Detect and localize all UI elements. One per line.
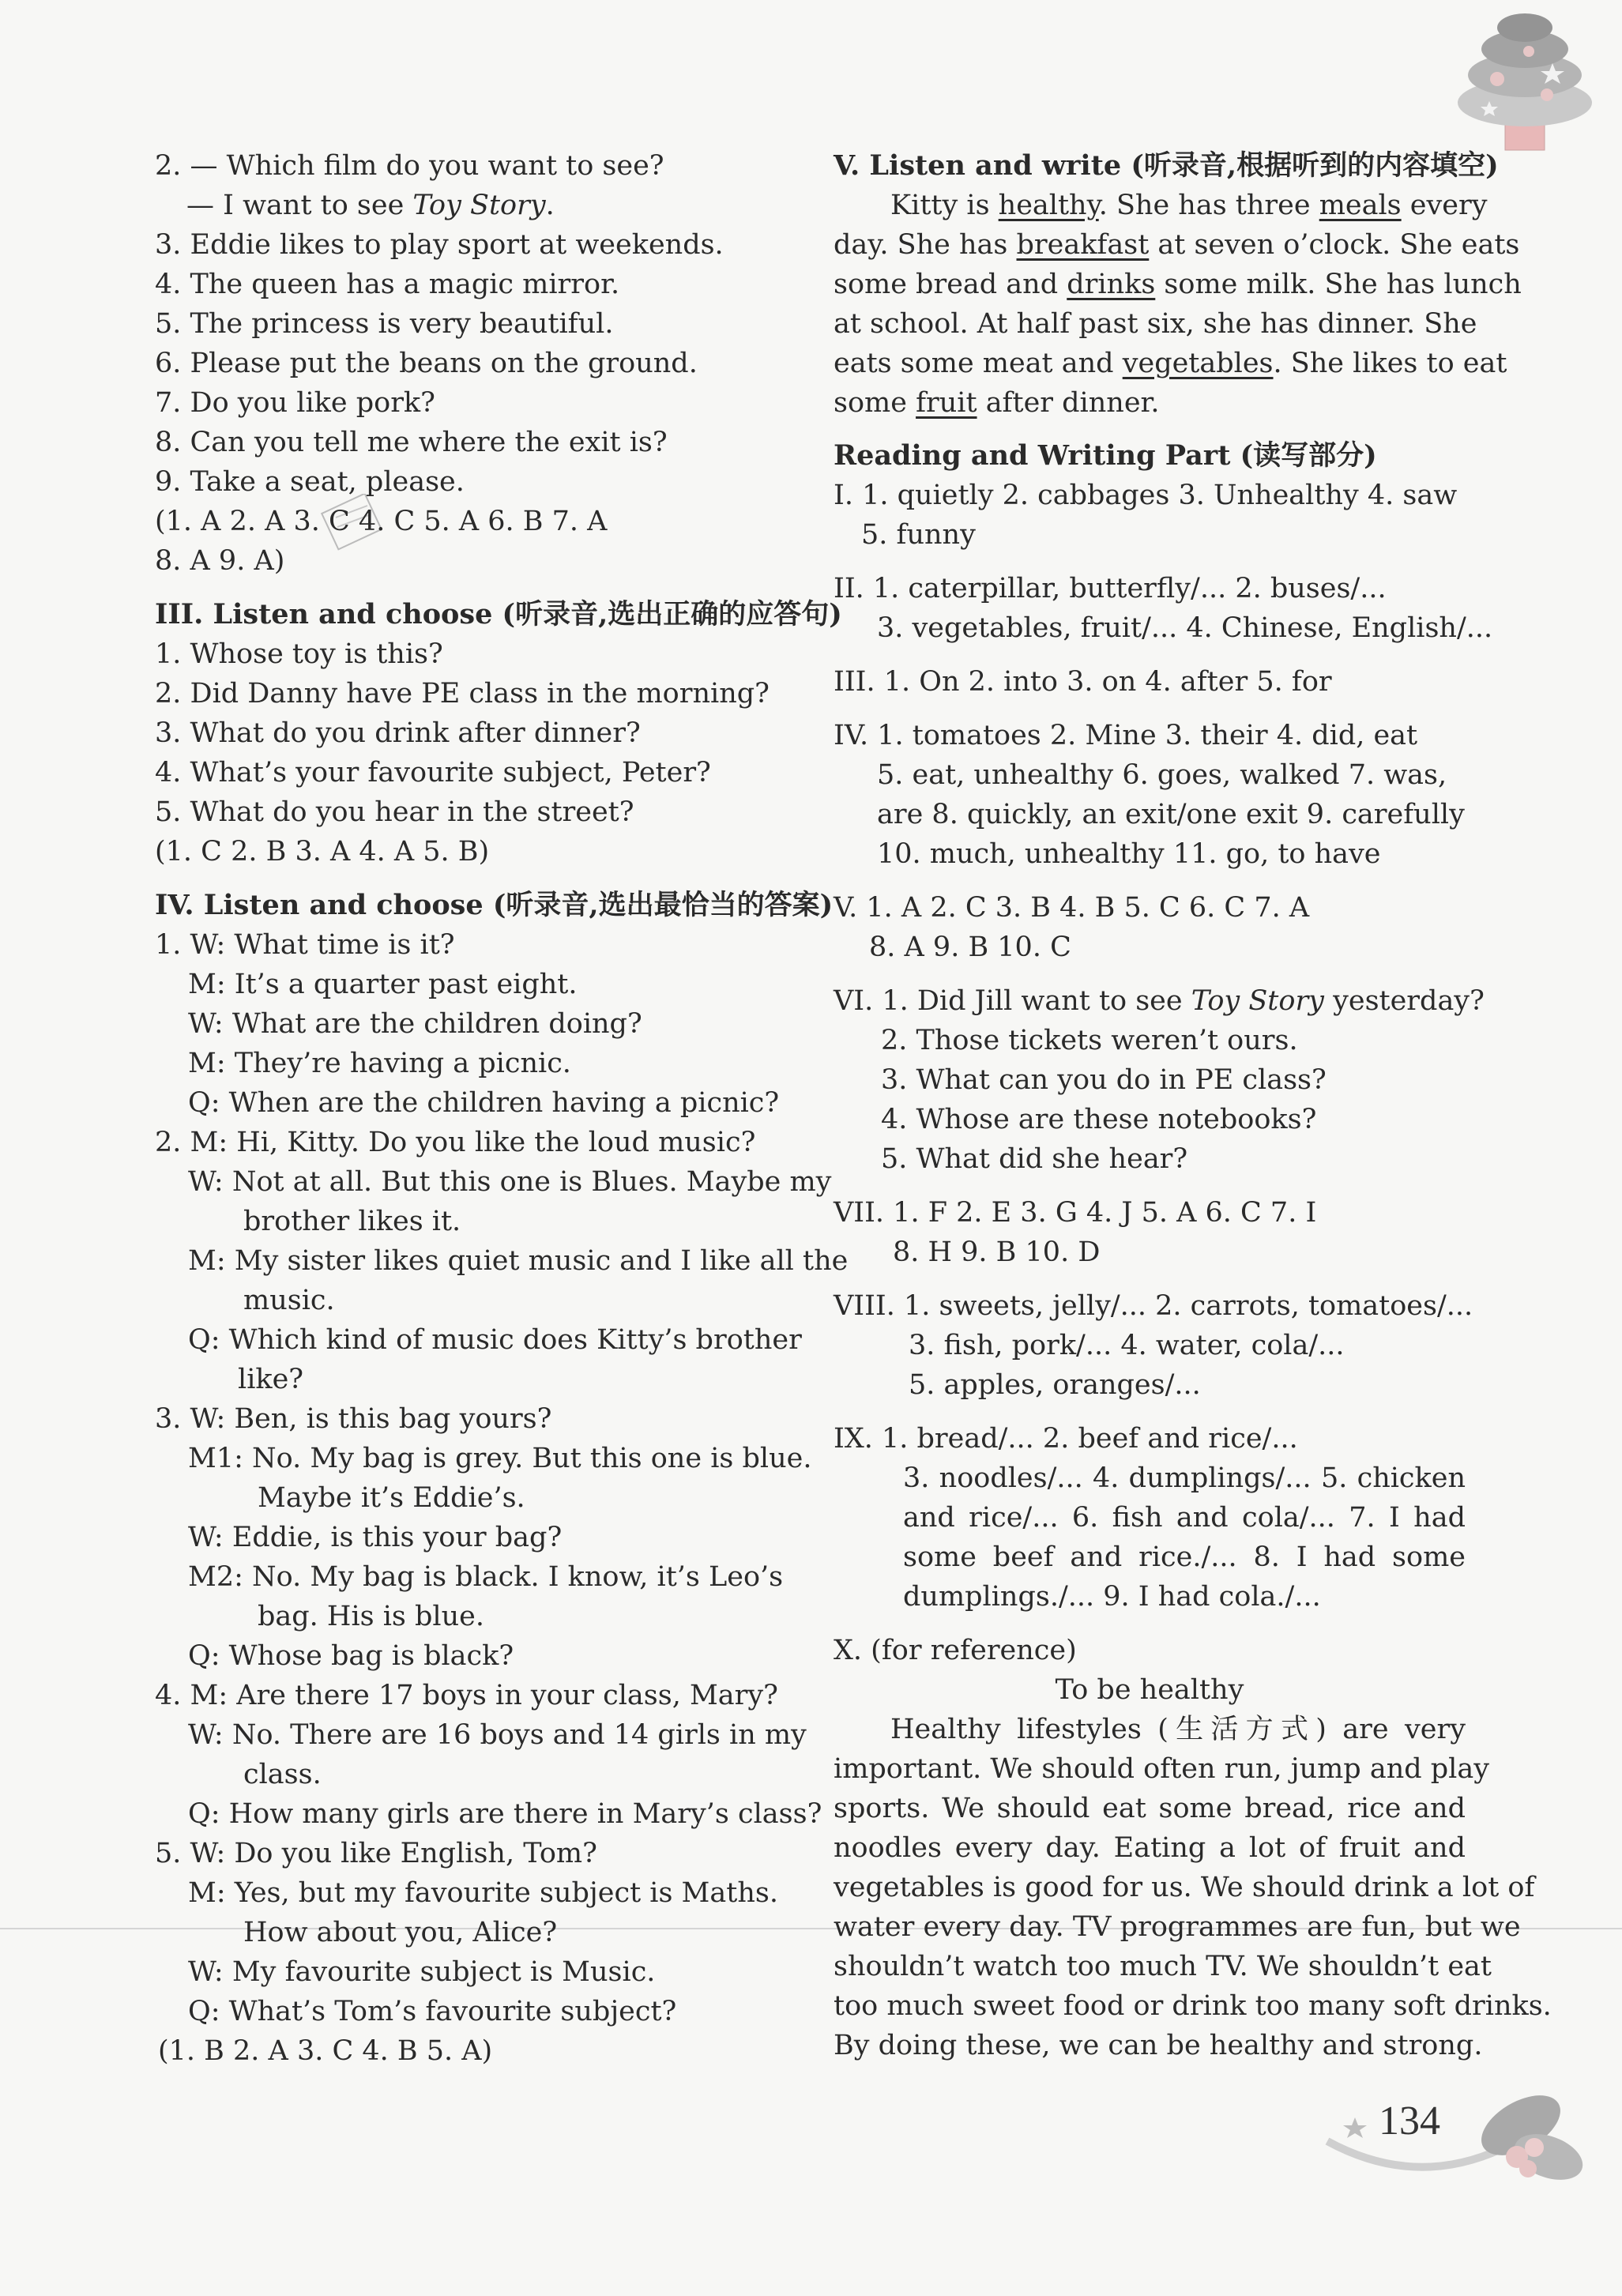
blank-answer: drinks bbox=[1067, 269, 1156, 300]
dialogue-line: 1. W: What time is it? bbox=[155, 929, 455, 961]
answer-line: VI. 1. Did Jill want to see Toy Story yesterday? bbox=[834, 985, 1485, 1017]
transcript-line: 9. Take a seat, please. bbox=[155, 466, 465, 498]
dialogue-line: Q: When are the children having a picnic? bbox=[188, 1087, 780, 1119]
answer-line: 10. much, unhealthy 11. go, to have bbox=[877, 838, 1381, 870]
essay-line: Healthy lifestyles (生活方式) are very bbox=[890, 1714, 1466, 1745]
section-heading: V. Listen and write (听录音,根据听到的内容填空) bbox=[834, 149, 1499, 182]
answer-line: 5. apples, oranges/... bbox=[909, 1369, 1201, 1401]
fill-blank-line: Kitty is healthy. She has three meals every bbox=[890, 190, 1488, 221]
transcript-line: 2. Did Danny have PE class in the morning? bbox=[155, 678, 770, 710]
answer-line: II. 1. caterpillar, butterfly/... 2. buses/... bbox=[834, 573, 1387, 604]
answer-line: 8. H 9. B 10. D bbox=[893, 1236, 1101, 1268]
blank-answer: breakfast bbox=[1016, 229, 1150, 261]
answer-line: 5. eat, unhealthy 6. goes, walked 7. was, bbox=[877, 759, 1447, 791]
essay-line: vegetables is good for us. We should drink a lot of bbox=[834, 1872, 1535, 1903]
blank-answer: vegetables bbox=[1122, 348, 1274, 379]
answer-line: 5. funny bbox=[861, 519, 976, 551]
essay-line: water every day. TV programmes are fun, but we bbox=[834, 1911, 1521, 1943]
answer-line: 4. Whose are these notebooks? bbox=[881, 1104, 1317, 1135]
answer-line: 3. noodles/... 4. dumplings/... 5. chicken bbox=[903, 1462, 1466, 1494]
answer-line: 3. What can you do in PE class? bbox=[881, 1064, 1327, 1096]
essay-title: To be healthy bbox=[1055, 1674, 1244, 1706]
dialogue-line: 4. M: Are there 17 boys in your class, Mary? bbox=[155, 1680, 778, 1711]
dialogue-line: Maybe it’s Eddie’s. bbox=[258, 1482, 525, 1514]
answer-line: IV. 1. tomatoes 2. Mine 3. their 4. did, eat bbox=[834, 720, 1418, 751]
dialogue-line: M1: No. My bag is grey. But this one is blue. bbox=[188, 1443, 812, 1474]
transcript-line: 8. Can you tell me where the exit is? bbox=[155, 427, 668, 458]
dialogue-line: M: Yes, but my favourite subject is Maths. bbox=[188, 1877, 778, 1909]
transcript-line: 1. Whose toy is this? bbox=[155, 638, 443, 670]
dialogue-line: Q: Whose bag is black? bbox=[188, 1640, 514, 1672]
answer-line: 8. A 9. B 10. C bbox=[869, 932, 1071, 963]
dialogue-line: W: No. There are 16 boys and 14 girls in my bbox=[188, 1719, 807, 1751]
essay-line: important. We should often run, jump and play bbox=[834, 1753, 1490, 1785]
fill-blank-line: day. She has breakfast at seven o’clock. She eats bbox=[834, 229, 1520, 261]
blank-answer: meals bbox=[1319, 190, 1402, 221]
fill-blank-line: some bread and drinks some milk. She has lunch bbox=[834, 269, 1522, 300]
dialogue-line: bag. His is blue. bbox=[258, 1601, 484, 1632]
answer-line: 8. A 9. A) bbox=[155, 545, 285, 577]
fill-blank-line: some fruit after dinner. bbox=[834, 387, 1160, 419]
blank-answer: healthy bbox=[998, 190, 1099, 221]
dialogue-line: Q: What’s Tom’s favourite subject? bbox=[188, 1996, 677, 2027]
essay-line: too much sweet food or drink too many soft drinks. bbox=[834, 1990, 1552, 2022]
answer-line: V. 1. A 2. C 3. B 4. B 5. C 6. C 7. A bbox=[834, 892, 1310, 924]
answer-line: (1. C 2. B 3. A 4. A 5. B) bbox=[155, 836, 490, 868]
answer-line: 5. What did she hear? bbox=[881, 1143, 1188, 1175]
essay-line: shouldn’t watch too much TV. We shouldn’t eat bbox=[834, 1951, 1492, 1982]
essay-line: By doing these, we can be healthy and strong. bbox=[834, 2030, 1483, 2061]
transcript-line: 5. The princess is very beautiful. bbox=[155, 308, 614, 340]
transcript-line: 7. Do you like pork? bbox=[155, 387, 435, 419]
essay-line: noodles every day. Eating a lot of fruit and bbox=[834, 1832, 1466, 1864]
answer-line: are 8. quickly, an exit/one exit 9. carefully bbox=[877, 799, 1465, 830]
answer-line: and rice/... 6. fish and cola/... 7. I had bbox=[903, 1502, 1466, 1534]
answer-line: dumplings./... 9. I had cola./... bbox=[903, 1581, 1321, 1613]
transcript-line: 3. Eddie likes to play sport at weekends. bbox=[155, 229, 724, 261]
transcript-line: 2. — Which film do you want to see? bbox=[155, 150, 664, 182]
answer-line: some beef and rice./... 8. I had some bbox=[903, 1541, 1466, 1573]
answer-line: VII. 1. F 2. E 3. G 4. J 5. A 6. C 7. I bbox=[834, 1197, 1317, 1229]
dialogue-line: Q: Which kind of music does Kitty’s brother bbox=[188, 1324, 802, 1356]
answer-line: I. 1. quietly 2. cabbages 3. Unhealthy 4. saw bbox=[834, 480, 1458, 511]
transcript-line: 4. What’s your favourite subject, Peter? bbox=[155, 757, 711, 789]
transcript-line: 3. What do you drink after dinner? bbox=[155, 717, 641, 749]
answer-line: (1. B 2. A 3. C 4. B 5. A) bbox=[158, 2035, 493, 2067]
answer-line: III. 1. On 2. into 3. on 4. after 5. for bbox=[834, 666, 1332, 698]
dialogue-line: W: What are the children doing? bbox=[188, 1008, 642, 1040]
transcript-line: 5. What do you hear in the street? bbox=[155, 796, 634, 828]
dialogue-line: 2. M: Hi, Kitty. Do you like the loud music? bbox=[155, 1127, 756, 1158]
fill-blank-line: eats some meat and vegetables. She likes to eat bbox=[834, 348, 1507, 379]
dialogue-line: W: My favourite subject is Music. bbox=[188, 1956, 656, 1988]
dialogue-line: How about you, Alice? bbox=[243, 1917, 558, 1948]
dialogue-line: music. bbox=[243, 1285, 335, 1316]
page-number: 134 bbox=[1379, 2098, 1440, 2144]
transcript-line: 6. Please put the beans on the ground. bbox=[155, 348, 698, 379]
dialogue-line: class. bbox=[243, 1759, 322, 1790]
holly-decoration-icon bbox=[1319, 2070, 1588, 2196]
transcript-line: — I want to see Toy Story. bbox=[186, 190, 555, 221]
dialogue-line: M: It’s a quarter past eight. bbox=[188, 969, 578, 1000]
answer-line: X. (for reference) bbox=[834, 1635, 1077, 1666]
blank-answer: fruit bbox=[916, 387, 977, 419]
transcript-line: 4. The queen has a magic mirror. bbox=[155, 269, 620, 300]
fill-blank-line: at school. At half past six, she has dinner. She bbox=[834, 308, 1477, 340]
dialogue-line: Q: How many girls are there in Mary’s class? bbox=[188, 1798, 822, 1830]
dialogue-line: W: Not at all. But this one is Blues. Maybe my bbox=[188, 1166, 832, 1198]
dialogue-line: M: My sister likes quiet music and I like all the bbox=[188, 1245, 849, 1277]
answer-line: IX. 1. bread/... 2. beef and rice/... bbox=[834, 1423, 1298, 1455]
dialogue-line: M: They’re having a picnic. bbox=[188, 1048, 571, 1079]
section-heading: IV. Listen and choose (听录音,选出最恰当的答案) bbox=[155, 889, 834, 921]
dialogue-line: 3. W: Ben, is this bag yours? bbox=[155, 1403, 552, 1435]
dialogue-line: brother likes it. bbox=[243, 1206, 461, 1237]
answer-line: 3. vegetables, fruit/... 4. Chinese, English/... bbox=[877, 612, 1493, 644]
dialogue-line: M2: No. My bag is black. I know, it’s Leo’s bbox=[188, 1561, 784, 1593]
answer-line: VIII. 1. sweets, jelly/... 2. carrots, tomatoes/... bbox=[834, 1290, 1473, 1322]
section-heading: Reading and Writing Part (读写部分) bbox=[834, 439, 1377, 472]
dialogue-line: like? bbox=[238, 1364, 304, 1395]
answer-line: 3. fish, pork/... 4. water, cola/... bbox=[909, 1330, 1345, 1361]
section-heading: III. Listen and choose (听录音,选出正确的应答句) bbox=[155, 598, 842, 630]
dialogue-line: 5. W: Do you like English, Tom? bbox=[155, 1838, 597, 1869]
dialogue-line: W: Eddie, is this your bag? bbox=[188, 1522, 563, 1553]
answer-line: (1. A 2. A 3. C 4. C 5. A 6. B 7. A bbox=[155, 506, 608, 537]
essay-line: sports. We should eat some bread, rice and bbox=[834, 1793, 1466, 1824]
christmas-tree-icon bbox=[1454, 8, 1596, 158]
answer-line: 2. Those tickets weren’t ours. bbox=[881, 1025, 1298, 1056]
